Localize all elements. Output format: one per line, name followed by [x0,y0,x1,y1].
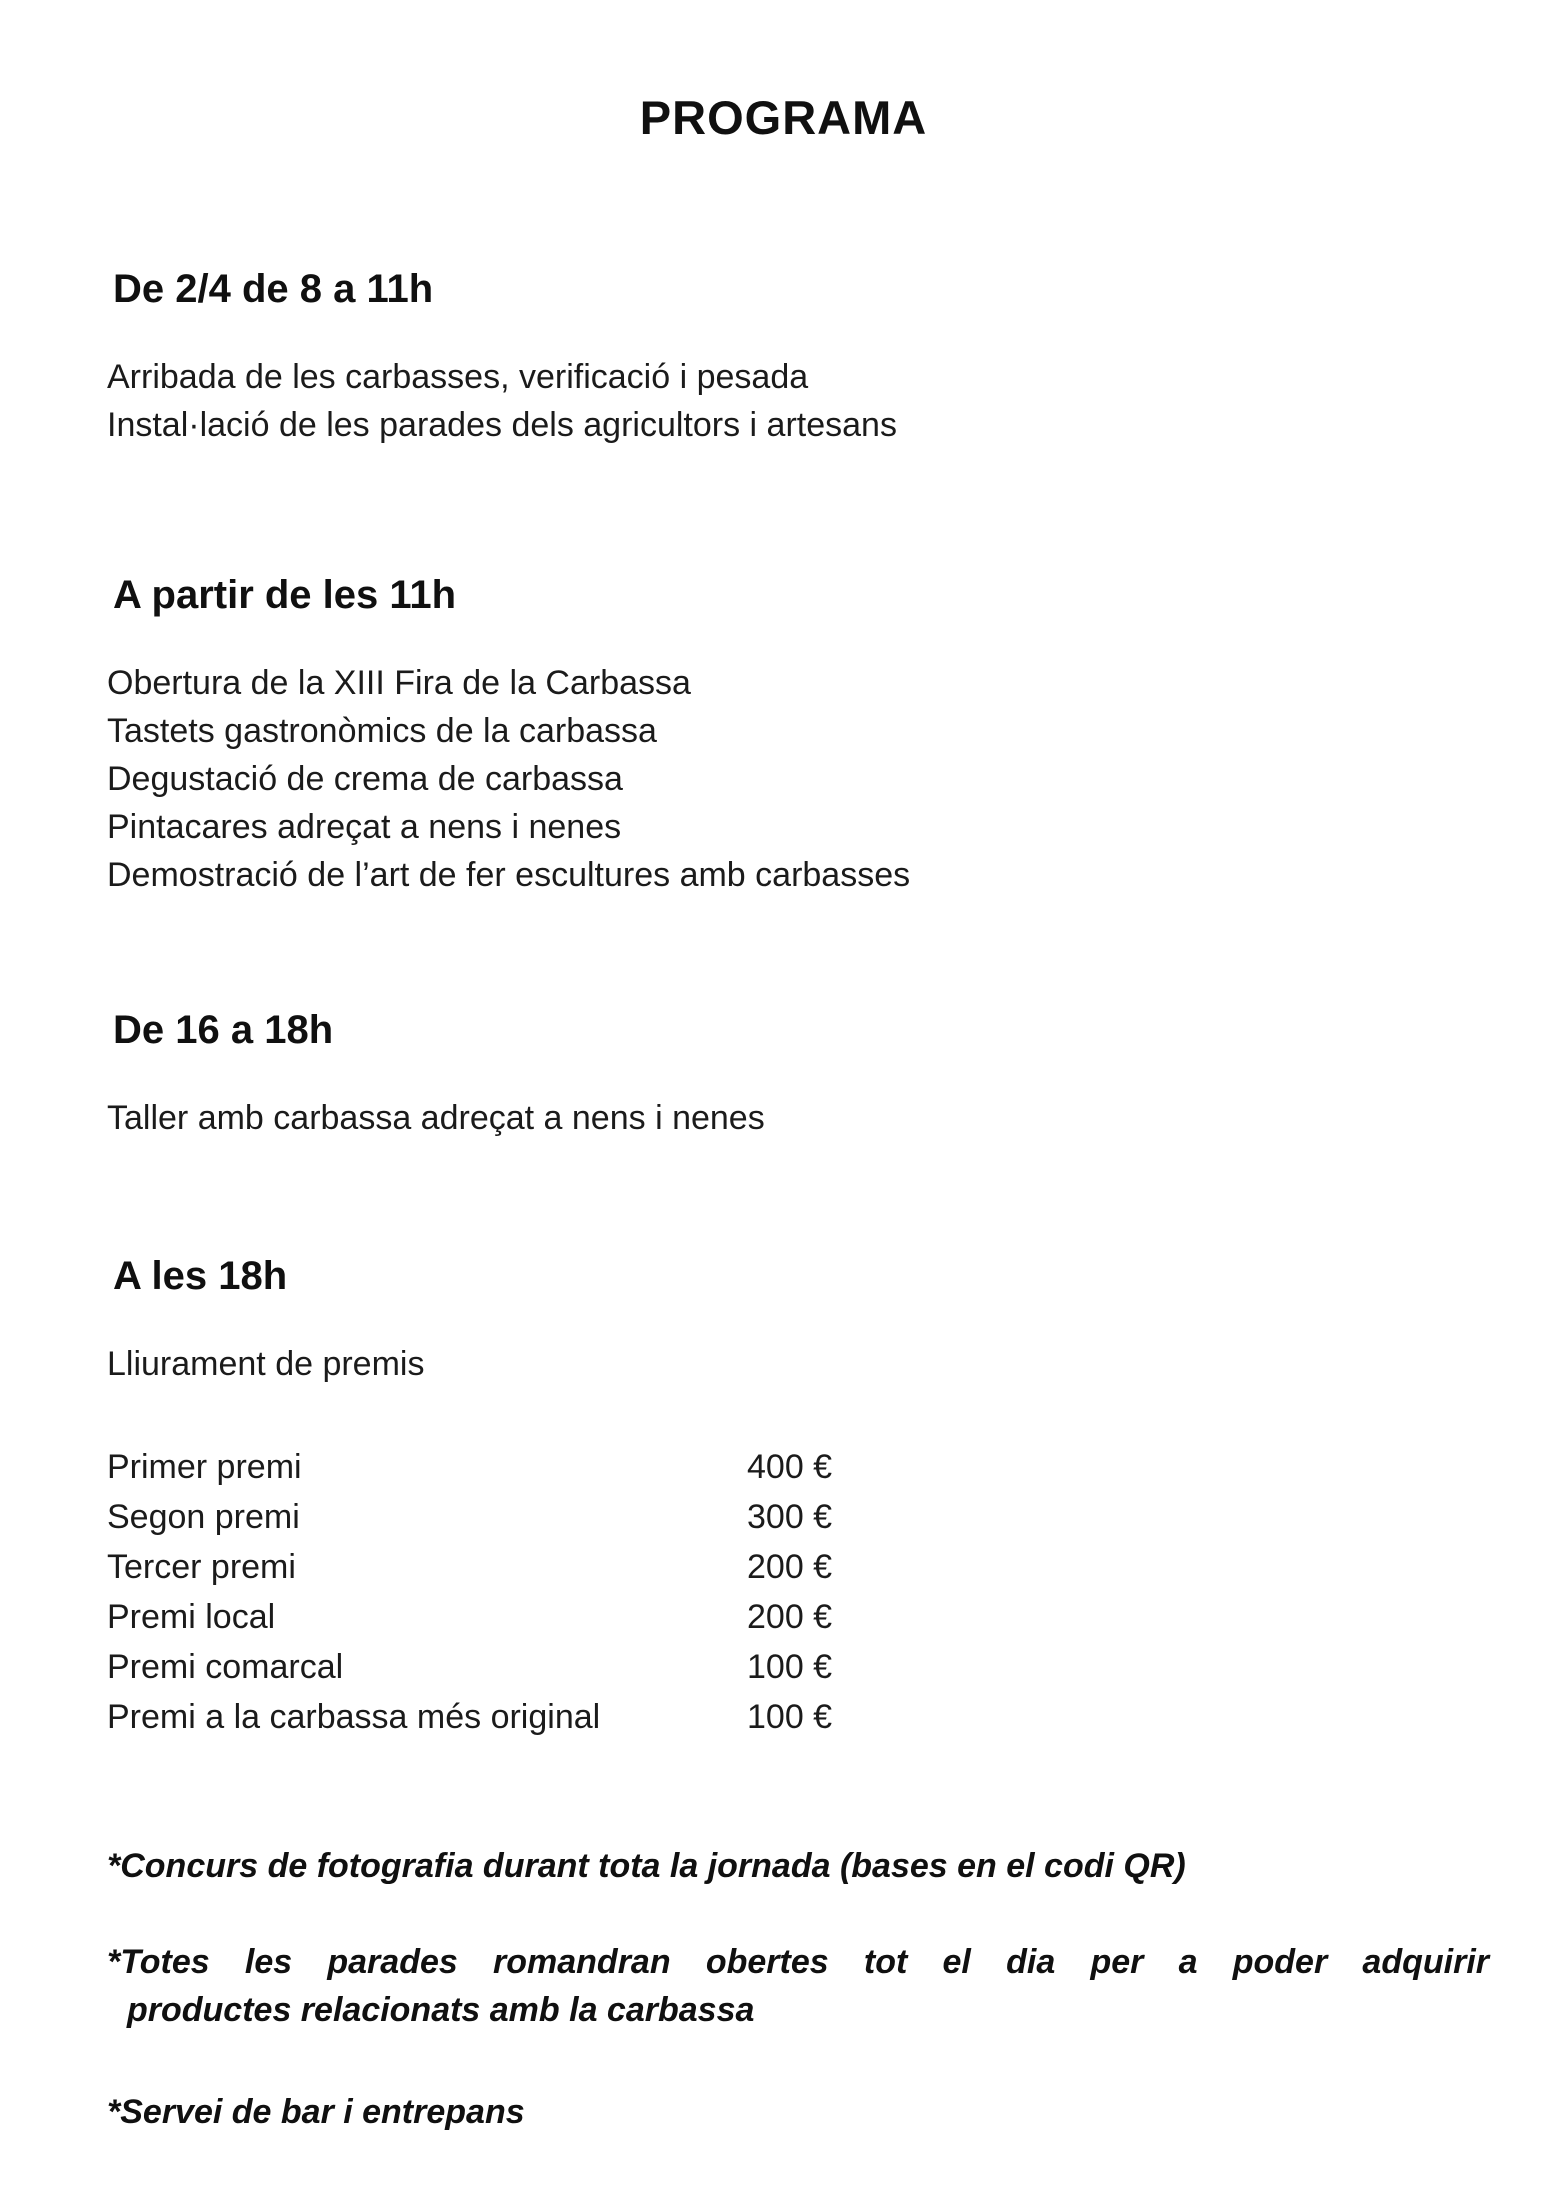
footnote-stalls [107,1938,1489,2034]
footnote-line: productes relacionats amb la carbassa [127,1991,755,2029]
schedule-item: Instal·lació de les parades dels agricultors i artesans [107,406,897,444]
section-items [107,659,1480,899]
section-heading: A partir de les 11h [113,573,457,617]
section-heading: De 2/4 de 8 a 11h [113,267,434,311]
schedule-item: Demostració de l’art de fer escultures amb carbasses [107,856,911,894]
section-heading: A les 18h [113,1254,288,1298]
section-from-11h [107,571,1480,899]
footnote-line: *Totes les parades romandran obertes tot el dia per a poder adquirir [107,1943,1489,1981]
schedule-item: Degustació de crema de carbassa [107,760,623,798]
prize-row [107,1542,1480,1592]
section-heading: De 16 a 18h [113,1008,334,1052]
prize-label: Tercer premi [107,1548,296,1586]
prize-label: Primer premi [107,1448,302,1486]
schedule-item: Arribada de les carbasses, verificació i pesada [107,358,809,396]
prize-amount: 200 € [747,1598,833,1636]
prize-label: Segon premi [107,1498,300,1536]
prize-amount: 300 € [747,1498,833,1536]
section-morning [107,265,1480,449]
prize-label: Premi local [107,1598,276,1636]
prize-row [107,1592,1480,1642]
prize-row [107,1692,1480,1742]
section-items [107,1094,1480,1142]
prize-amount: 200 € [747,1548,833,1586]
prize-label: Premi comarcal [107,1648,344,1686]
prize-row [107,1642,1480,1692]
prize-row [107,1492,1480,1542]
schedule-item: Tastets gastronòmics de la carbassa [107,712,657,750]
prize-amount: 100 € [747,1698,833,1736]
prize-row [107,1442,1480,1492]
prize-amount: 100 € [747,1648,833,1686]
section-items [107,1340,1480,1388]
prize-label: Premi a la carbassa més original [107,1698,601,1736]
section-evening [107,1252,1480,1742]
schedule-item: Pintacares adreçat a nens i nenes [107,808,622,846]
schedule-item: Lliurament de premis [107,1345,425,1383]
section-items [107,353,1480,449]
footnote-bar-service: *Servei de bar i entrepans [107,2093,525,2131]
prize-amount: 400 € [747,1448,833,1486]
page-title: PROGRAMA [639,91,928,144]
section-afternoon [107,1006,1480,1142]
footnote-photo-contest: *Concurs de fotografia durant tota la jornada (bases en el codi QR) [107,1847,1186,1885]
prize-table [107,1442,1480,1742]
schedule-item: Taller amb carbassa adreçat a nens i nenes [107,1099,765,1137]
schedule-item: Obertura de la XIII Fira de la Carbassa [107,664,691,702]
